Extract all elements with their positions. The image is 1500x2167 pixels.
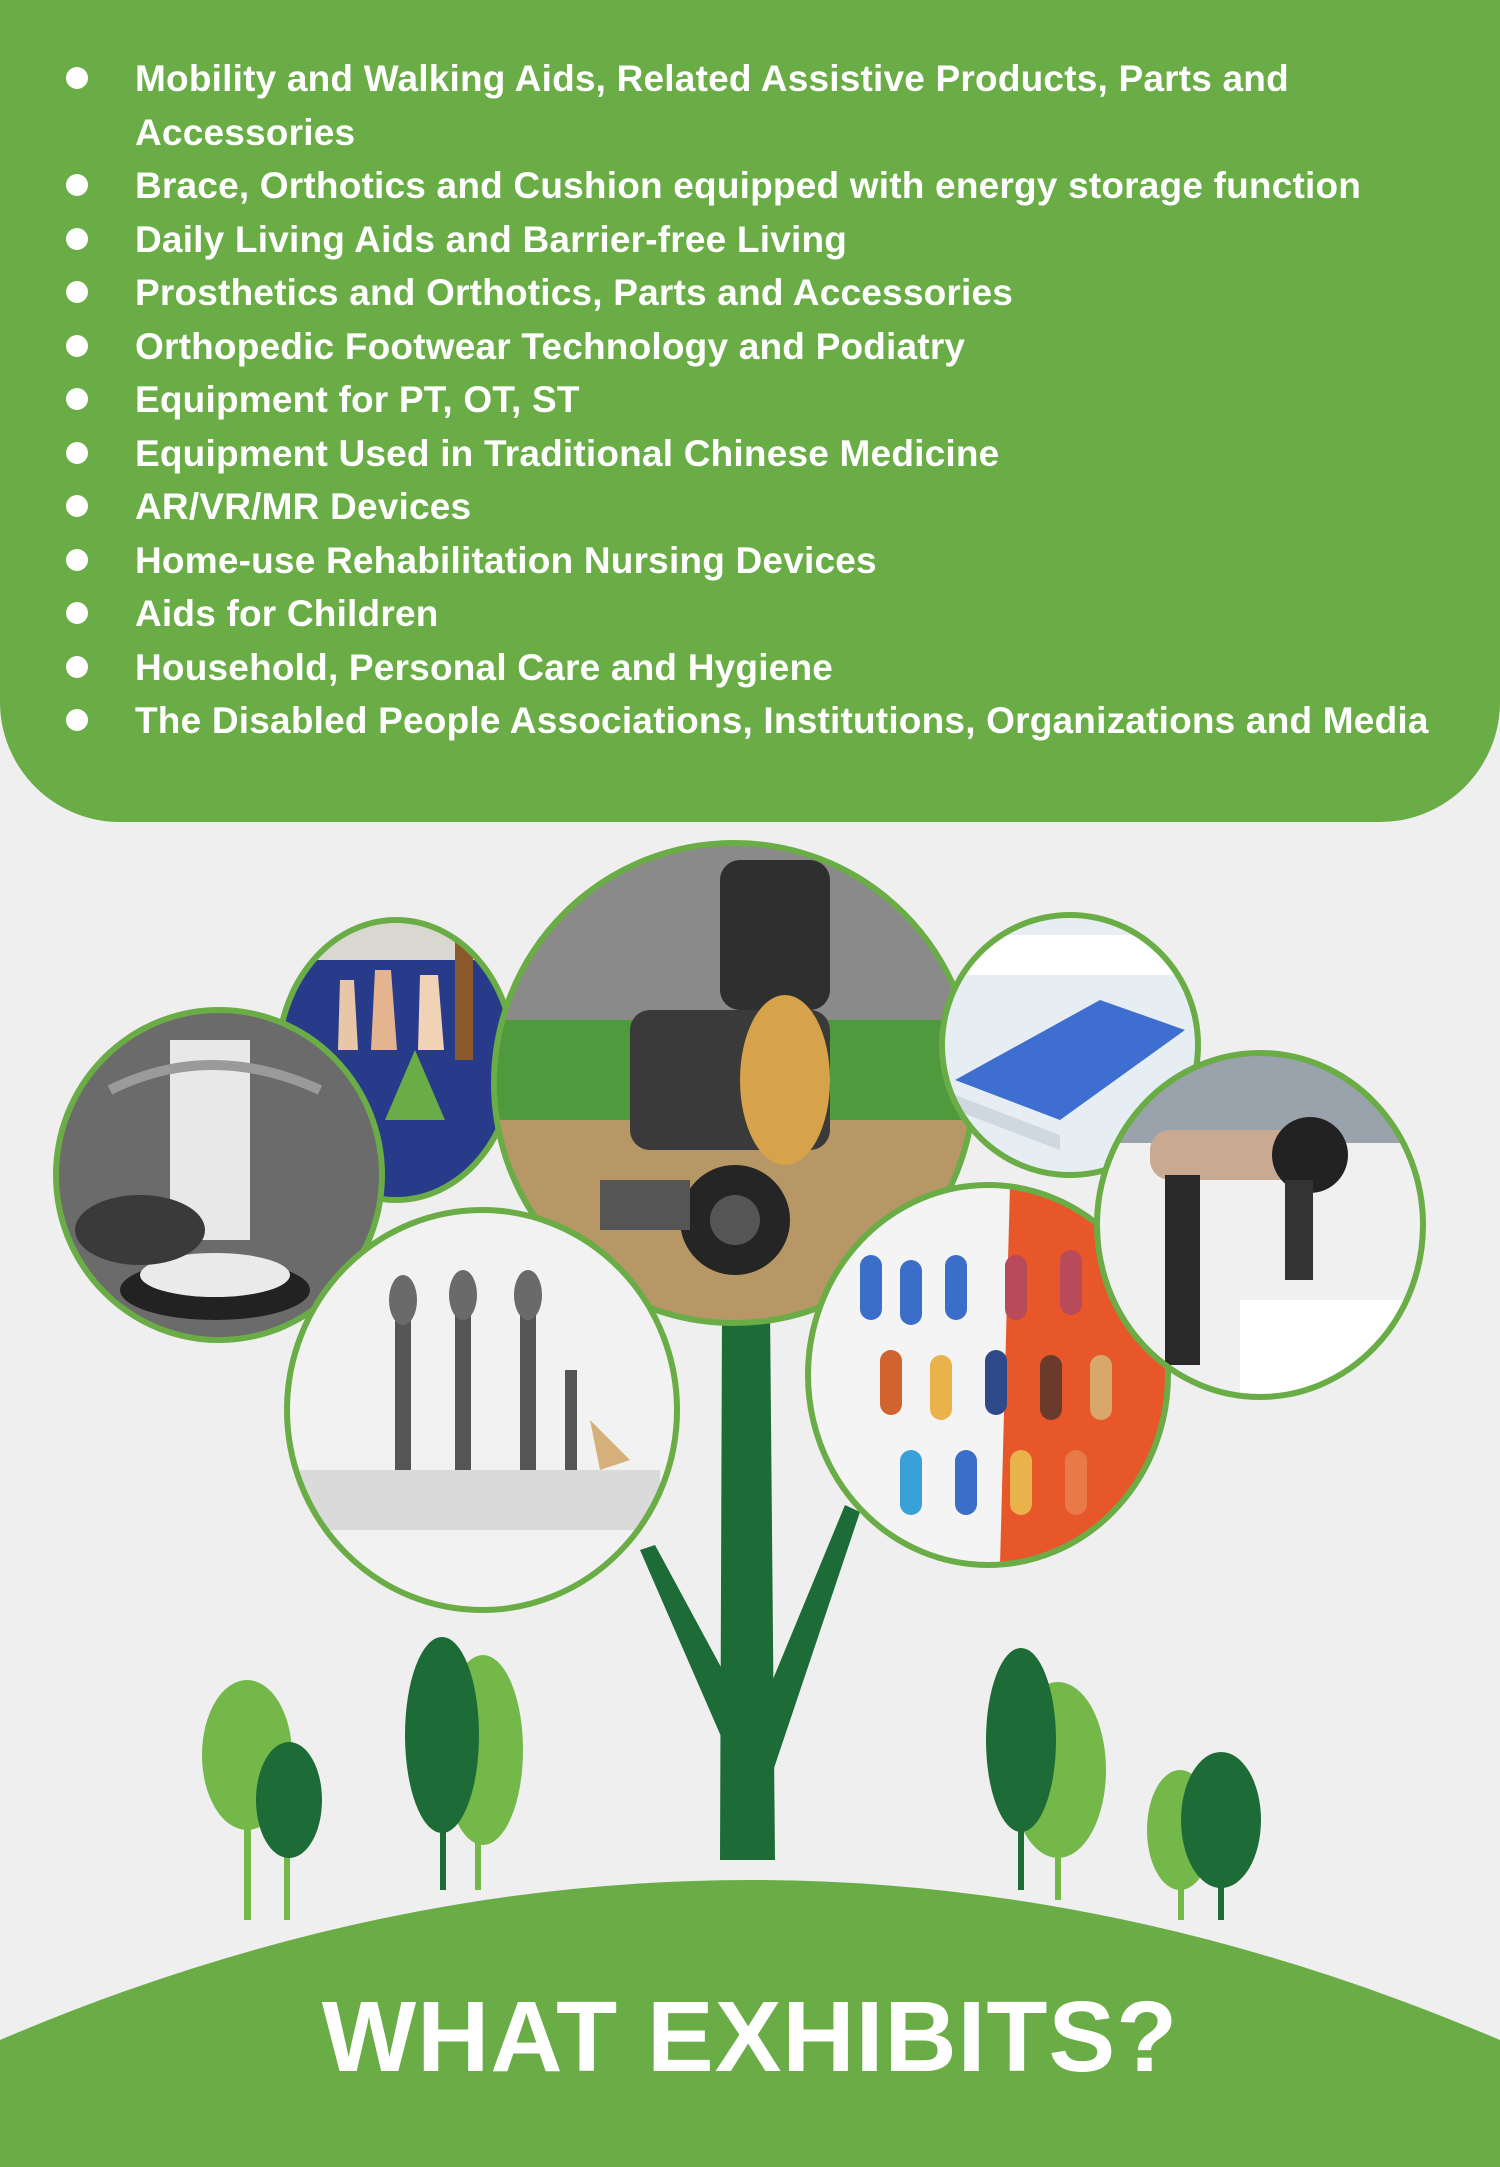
small-tree-right-1 [986,1648,1106,1900]
list-item-label: Mobility and Walking Aids, Related Assistive Products, Parts and Accessories [135,58,1289,153]
list-item-label: Equipment for PT, OT, ST [135,379,580,420]
tree-trunk [720,1310,775,1860]
list-item-label: Daily Living Aids and Barrier-free Living [135,218,848,260]
list-item-label: Household, Personal Care and Hygiene [135,646,834,688]
list-item-label: Home-use Rehabilitation Nursing Devices [135,539,877,581]
list-item-label: Orthopedic Footwear Technology and Podiatry [135,325,966,367]
list-item-label: Brace, Orthotics and Cushion equipped with energy storage function [135,165,1362,206]
list-item-label: AR/VR/MR Devices [135,486,472,527]
page-title: WHAT EXHIBITS? [321,1981,1179,2093]
list-item-label: Equipment Used in Traditional Chinese Medicine [135,432,1000,474]
list-item-label: Prosthetics and Orthotics, Parts and Accessories [135,272,1014,313]
small-tree-left-1 [202,1680,322,1920]
list-item-label: The Disabled People Associations, Institutions, Organizations and Media [135,700,1429,741]
list-item-label: Aids for Children [135,593,439,634]
small-tree-left-2 [405,1637,523,1890]
small-tree-right-2 [1147,1752,1261,1920]
